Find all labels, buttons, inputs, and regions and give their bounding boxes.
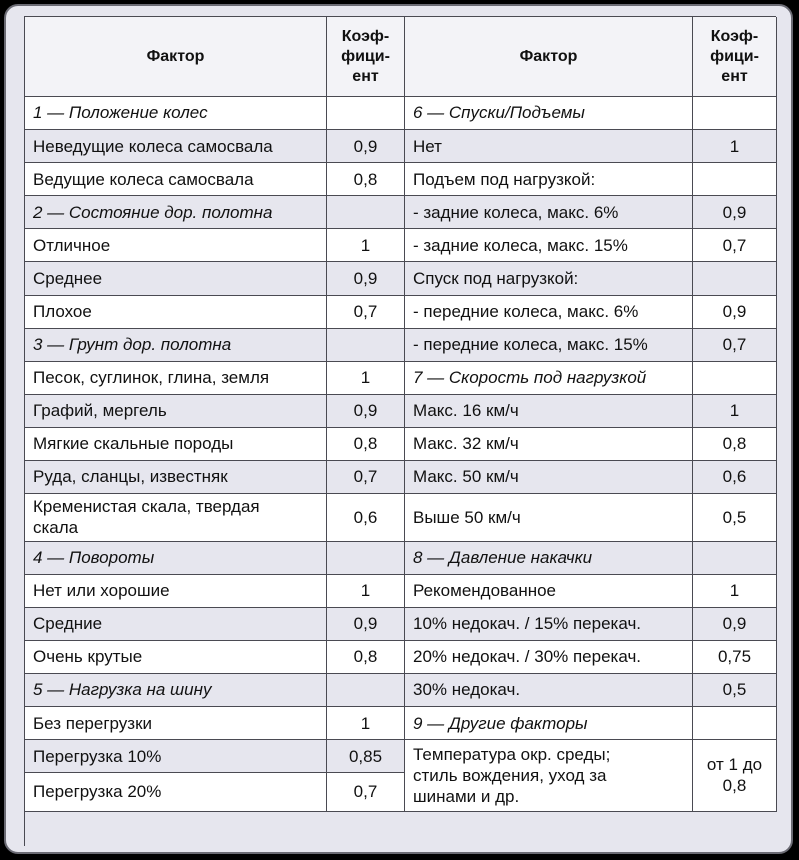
right-coef-value [693,707,777,740]
right-coef-value: 0,75 [693,641,777,674]
right-factor-label: 30% недокач. [405,674,693,707]
left-factor-label: Средние [25,608,327,641]
right-section-title: 8 — Давление накачки [405,542,693,575]
left-factor-label: Песок, суглинок, глина, земля [25,362,327,395]
left-factor-label: Руда, сланцы, известняк [25,461,327,494]
left-factor-label: Очень крутые [25,641,327,674]
right-coef-value: 1 [693,395,777,428]
right-coef-value [693,542,777,575]
left-coef-value: 0,7 [327,773,405,812]
left-factor-label: Отличное [25,229,327,262]
header-factor-right: Фактор [405,17,693,97]
left-coef-value [327,329,405,362]
left-factor-label: Перегрузка 10% [25,740,327,773]
left-coef-value: 0,6 [327,494,405,542]
right-coef-value: 0,8 [693,428,777,461]
left-coef-value: 0,9 [327,395,405,428]
left-section-title: 5 — Нагрузка на шину [25,674,327,707]
left-factor-label: Мягкие скальные породы [25,428,327,461]
left-factor-label: Нет или хорошие [25,575,327,608]
left-factor-label: Кременистая скала, твердая скала [25,494,327,542]
left-coef-value [327,674,405,707]
right-coef-value: 0,5 [693,674,777,707]
left-section-title: 2 — Состояние дор. полотна [25,196,327,229]
right-factor-label: Выше 50 км/ч [405,494,693,542]
right-factor-label: Макс. 16 км/ч [405,395,693,428]
right-coef-value [693,262,777,295]
header-coef-right: Коэф- фици- ент [693,17,777,97]
right-factor-label: Подъем под нагрузкой: [405,163,693,196]
left-coef-value: 0,9 [327,130,405,163]
right-coef-value [693,163,777,196]
left-coef-value: 1 [327,707,405,740]
right-coef-value: 0,7 [693,229,777,262]
right-coef-value: 1 [693,575,777,608]
left-section-title: 1 — Положение колес [25,97,327,130]
left-coef-value [327,542,405,575]
left-coef-value: 1 [327,362,405,395]
left-coef-value: 0,8 [327,641,405,674]
left-coef-value: 1 [327,575,405,608]
table-frame [4,4,793,854]
right-coef-value: 0,9 [693,296,777,329]
left-factor-label: Неведущие колеса самосвала [25,130,327,163]
right-factor-label: Нет [405,130,693,163]
left-coef-value: 1 [327,229,405,262]
left-coef-value [327,97,405,130]
left-factor-label: Без перегрузки [25,707,327,740]
left-coef-value: 0,85 [327,740,405,773]
right-factor-label: 20% недокач. / 30% перекач. [405,641,693,674]
header-coef-left: Коэф- фици- ент [327,17,405,97]
right-factor-label: Макс. 32 км/ч [405,428,693,461]
coefficient-table [24,16,776,846]
right-section-title: 7 — Скорость под нагрузкой [405,362,693,395]
left-factor-label: Перегрузка 20% [25,773,327,812]
left-coef-value: 0,7 [327,296,405,329]
right-coef-value: 0,9 [693,608,777,641]
left-coef-value: 0,8 [327,428,405,461]
right-coef-value: 0,9 [693,196,777,229]
right-factor-label: - передние колеса, макс. 6% [405,296,693,329]
left-factor-label: Среднее [25,262,327,295]
left-factor-label: Плохое [25,296,327,329]
left-coef-value: 0,9 [327,262,405,295]
right-factor-label: - задние колеса, макс. 6% [405,196,693,229]
right-coef-value [693,97,777,130]
header-factor-left: Фактор [25,17,327,97]
right-factor-label: Рекомендованное [405,575,693,608]
right-coef-value: 0,7 [693,329,777,362]
right-section-title: 6 — Спуски/Подъемы [405,97,693,130]
left-coef-value: 0,9 [327,608,405,641]
left-coef-value: 0,7 [327,461,405,494]
left-coef-value: 0,8 [327,163,405,196]
right-coef-value: 0,5 [693,494,777,542]
right-factor-label: - задние колеса, макс. 15% [405,229,693,262]
right-coef-value: 0,6 [693,461,777,494]
right-factor-label: - передние колеса, макс. 15% [405,329,693,362]
left-factor-label: Графий, мергель [25,395,327,428]
right-coef-value: 1 [693,130,777,163]
left-factor-label: Ведущие колеса самосвала [25,163,327,196]
left-section-title: 4 — Повороты [25,542,327,575]
right-factor-label: Спуск под нагрузкой: [405,262,693,295]
right-factor-label: Температура окр. среды; стиль вождения, уход за шинами и др. [405,740,693,812]
left-coef-value [327,196,405,229]
right-factor-label: 10% недокач. / 15% перекач. [405,608,693,641]
right-coef-value [693,362,777,395]
right-factor-label: Макс. 50 км/ч [405,461,693,494]
right-coef-value: от 1 до 0,8 [693,740,777,812]
right-section-title: 9 — Другие факторы [405,707,693,740]
left-section-title: 3 — Грунт дор. полотна [25,329,327,362]
